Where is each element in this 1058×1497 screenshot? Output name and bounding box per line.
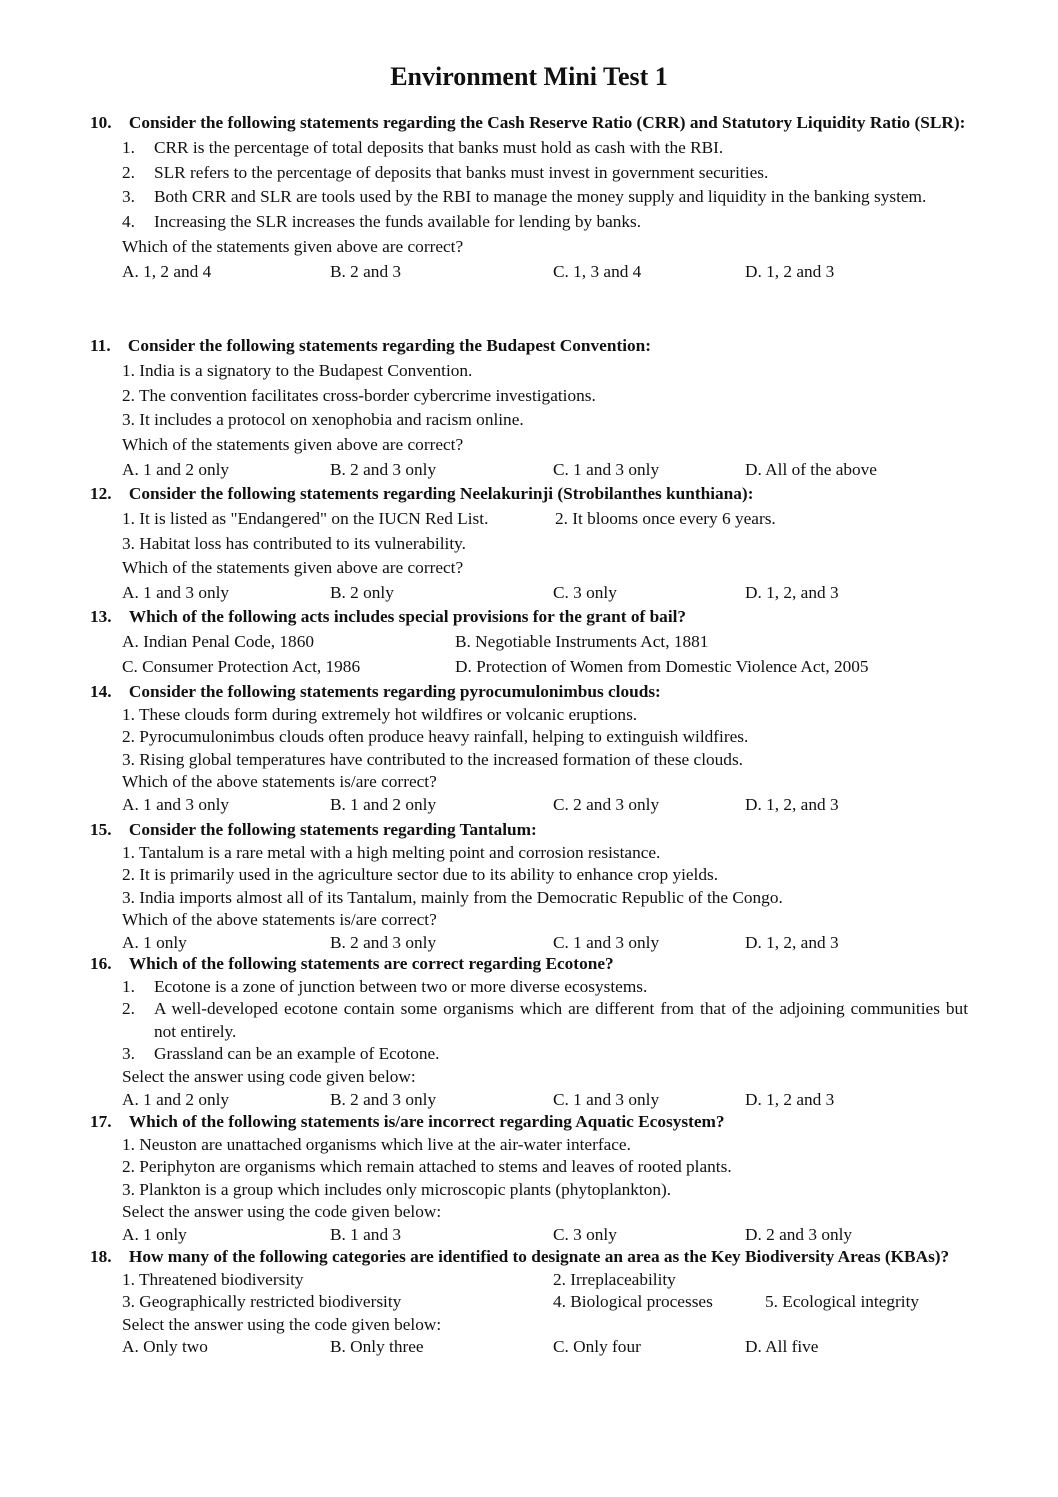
question-heading: 15. Consider the following statements regarding Tantalum: [90,820,537,839]
option-a: A. 1 and 2 only [122,1089,230,1109]
option-a: A. 1 only [122,1224,187,1244]
option-a: A. 1 and 3 only [122,583,230,603]
option-a: A. 1 only [122,932,187,952]
option-c: C. Only four [553,1337,641,1357]
option-d: D. Protection of Women from Domestic Violence Act, 2005 [455,656,869,676]
option-a: A. 1 and 3 only [122,794,230,814]
question-prompt: Which of the statements given above are correct? [122,236,464,256]
option-a: A. 1 and 2 only [122,459,230,479]
question-heading: 13. Which of the following acts includes special provisions for the grant of bail? [90,607,687,626]
option-b: B. 1 and 2 only [330,794,437,814]
option-a: A. 1, 2 and 4 [122,261,212,281]
question-13 [90,605,968,679]
question-prompt: Which of the above statements is/are correct? [122,910,437,930]
option-d: D. 2 and 3 only [745,1224,853,1244]
categories-row [122,1291,968,1314]
statement-number: 4. [122,212,135,232]
statement [90,1043,968,1066]
question-heading: 14. Consider the following statements regarding pyrocumulonimbus clouds: [90,682,661,701]
option-d: D. All five [745,1337,819,1357]
option-d: D. 1, 2, and 3 [745,932,839,952]
statement: 1. These clouds form during extremely hot wildfires or volcanic eruptions. [122,704,638,724]
question-heading: 17. Which of the following statements is/are incorrect regarding Aquatic Ecosystem? [90,1112,725,1131]
statement-number: 1. [122,976,135,996]
options [122,655,968,680]
statements-row [122,507,968,532]
statement: 1. India is a signatory to the Budapest Convention. [122,360,473,380]
options [122,458,968,483]
question-prompt: Which of the above statements is/are correct? [122,772,437,792]
option-b: B. 2 only [330,583,394,603]
statement: 1. It is listed as "Endangered" on the IUCN Red List. [122,508,489,528]
question-heading: 16. Which of the following statements are correct regarding Ecotone? [90,954,614,973]
page-title: Environment Mini Test 1 [390,62,668,91]
option-d: D. 1, 2, and 3 [745,583,839,603]
statement: 2. Periphyton are organisms which remain attached to stems and leaves of rooted plants. [122,1157,732,1177]
question-15 [90,819,968,955]
option-b: B. 2 and 3 [330,261,402,281]
question-11 [90,334,968,483]
statement-number: 3. [122,187,135,207]
question-12 [90,482,968,606]
statement: 3. Plankton is a group which includes only microscopic plants (phytoplankton). [122,1179,672,1199]
category: 1. Threatened biodiversity [122,1269,304,1289]
question-prompt: Which of the statements given above are correct? [122,558,464,578]
statement [90,998,968,1043]
statement-text: Grassland can be an example of Ecotone. [154,1044,440,1064]
options [122,260,968,285]
statement: 3. Rising global temperatures have contributed to the increased formation of these clouds. [122,749,743,769]
statement: 2. It is primarily used in the agriculture sector due to its ability to enhance crop yields. [122,865,719,885]
option-d: D. 1, 2, and 3 [745,794,839,814]
options [122,630,968,655]
category: 5. Ecological integrity [765,1292,920,1312]
category: 2. Irreplaceability [553,1269,676,1289]
statement [90,185,968,210]
question-18 [90,1246,968,1359]
statement-text: CRR is the percentage of total deposits that banks must hold as cash with the RBI. [154,137,724,157]
options [122,1336,968,1359]
statement-number: 1. [122,137,135,157]
statement-number: 2. [122,999,135,1019]
statement-text: SLR refers to the percentage of deposits that banks must invest in government securities. [154,162,769,182]
option-a: A. Only two [122,1337,208,1357]
option-c: C. 2 and 3 only [553,794,660,814]
option-c: C. 1 and 3 only [553,1089,660,1109]
option-c: C. 1, 3 and 4 [553,261,642,281]
statement: 3. Habitat loss has contributed to its vulnerability. [122,533,466,553]
question-prompt: Select the answer using the code given below: [122,1314,442,1334]
statement: 1. Neuston are unattached organisms which live at the air-water interface. [122,1134,631,1154]
option-d: D. All of the above [745,459,877,479]
option-c: C. 1 and 3 only [553,459,660,479]
option-b: B. 1 and 3 [330,1224,402,1244]
option-c: C. 1 and 3 only [553,932,660,952]
option-b: B. 2 and 3 only [330,932,437,952]
option-c: C. 3 only [553,1224,617,1244]
option-c: C. 3 only [553,583,617,603]
question-14 [90,681,968,817]
options [122,1089,968,1112]
statement-text: Ecotone is a zone of junction between two or more diverse ecosystems. [154,976,648,996]
question-16 [90,953,968,1111]
question-17 [90,1111,968,1247]
options [122,932,968,955]
statement [90,161,968,186]
question-prompt: Select the answer using code given below: [122,1066,416,1086]
statement: 3. India imports almost all of its Tantalum, mainly from the Democratic Republic of the Congo. [122,887,783,907]
statement-number: 3. [122,1044,135,1064]
statement [90,210,968,235]
question-heading: 12. Consider the following statements regarding Neelakurinji (Strobilanthes kunthiana): [90,484,754,503]
option-a: A. Indian Penal Code, 1860 [122,631,314,651]
statement-number: 2. [122,162,135,182]
option-b: B. 2 and 3 only [330,1089,437,1109]
category: 3. Geographically restricted biodiversity [122,1292,402,1312]
option-d: D. 1, 2 and 3 [745,1089,835,1109]
categories-row [122,1269,968,1292]
question-prompt: Select the answer using the code given below: [122,1202,442,1222]
option-b: B. Negotiable Instruments Act, 1881 [455,631,709,651]
statement: 2. The convention facilitates cross-border cybercrime investigations. [122,385,596,405]
question-heading: 10. Consider the following statements regarding the Cash Reserve Ratio (CRR) and Statutory Liquidity Ratio (SLR): [90,113,966,132]
statement-text: A well-developed ecotone contain some organisms which are different from that of the adjoining communities but not entirely. [154,999,968,1041]
question-heading: 11. Consider the following statements regarding the Budapest Convention: [90,336,652,355]
statement [90,136,968,161]
statement: 3. It includes a protocol on xenophobia and racism online. [122,410,524,430]
question-prompt: Which of the statements given above are correct? [122,435,464,455]
statement: 1. Tantalum is a rare metal with a high melting point and corrosion resistance. [122,842,661,862]
question-heading: 18. How many of the following categories are identified to designate an area as the Key Biodiversity Areas (KBAs)? [90,1247,950,1266]
statement: 2. It blooms once every 6 years. [555,508,776,528]
option-b: B. 2 and 3 only [330,459,437,479]
options [122,581,968,606]
option-b: B. Only three [330,1337,424,1357]
options [122,1224,968,1247]
options [122,794,968,817]
category: 4. Biological processes [553,1292,713,1312]
option-c: C. Consumer Protection Act, 1986 [122,656,361,676]
option-d: D. 1, 2 and 3 [745,261,835,281]
question-10 [90,111,968,285]
statement-text: Increasing the SLR increases the funds available for lending by banks. [154,212,642,232]
statement [90,976,968,999]
statement-text: Both CRR and SLR are tools used by the RBI to manage the money supply and liquidity in the banking system. [154,187,927,207]
statement: 2. Pyrocumulonimbus clouds often produce heavy rainfall, helping to extinguish wildfires. [122,727,749,747]
